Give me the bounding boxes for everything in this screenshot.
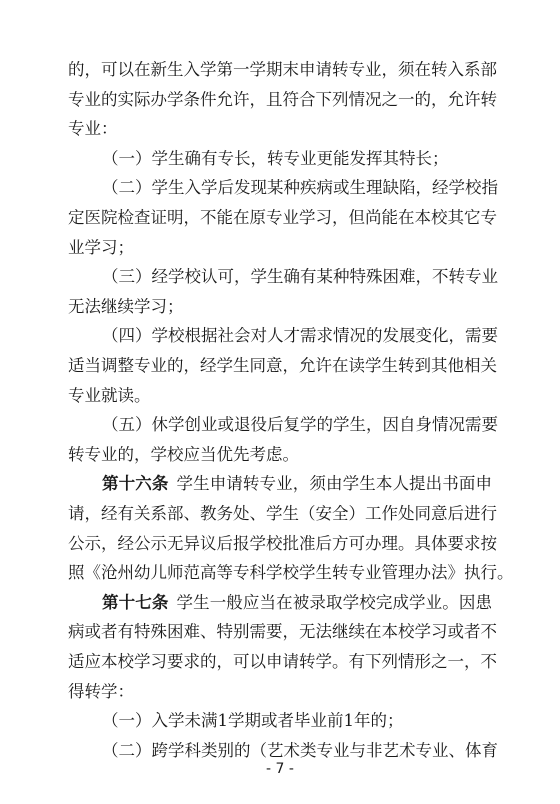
line-text: （一）入学未满1学期或者毕业前1年的； [102, 711, 404, 731]
text-line [68, 384, 492, 408]
line-text: 适当调整专业的，经学生同意，允许在读学生转到其他相关 [68, 356, 497, 375]
line-text: 公示，经公示无异议后报学校批准后方可办理。具体要求按 [68, 533, 497, 553]
line-text: （一）学生确有专长，转专业更能发挥其特长； [102, 148, 449, 168]
page-number: - 7 - [266, 761, 294, 777]
text-line [102, 591, 492, 615]
text-line [68, 206, 497, 230]
line-text: 学生申请转专业，须由学生本人提出书面申 [176, 474, 493, 494]
line-text: 照《沧州幼儿师范高等专科学校学生转专业管理办法》执行。 [68, 563, 514, 583]
line-text: 专业： [68, 119, 118, 139]
text-line [68, 502, 497, 526]
line-text: （五）休学创业或退役后复学的学生，因自身情况需要 [102, 415, 498, 435]
text-line [102, 472, 492, 496]
line-text: 转专业的，学校应当优先考虑。 [68, 444, 299, 464]
text-line [68, 620, 497, 644]
text-line [102, 324, 498, 348]
text-line [102, 739, 498, 763]
line-text: （三）经学校认可，学生确有某种特殊困难，不转专业 [102, 267, 498, 287]
text-line [68, 680, 492, 704]
line-text: （二）学生入学后发现某种疾病或生理缺陷，经学校指 [102, 178, 498, 198]
article-number: 第十七条 [102, 592, 169, 612]
text-line [102, 147, 492, 171]
line-text: 请，经有关系部、教务处、学生（安全）工作处同意后进行 [68, 504, 497, 523]
line-text: 定医院检查证明，不能在原专业学习，但尚能在本校其它专 [68, 208, 497, 227]
text-line [102, 709, 492, 733]
text-line [68, 561, 514, 585]
text-line [68, 295, 492, 319]
text-line [68, 443, 492, 467]
line-text: 学生一般应当在被录取学校完成学业。因患 [176, 592, 493, 612]
article-number: 第十六条 [102, 474, 169, 494]
line-text: （四）学校根据社会对人才需求情况的发展变化，需要 [102, 326, 498, 346]
line-text: 的，可以在新生入学第一学期末申请转专业，须在转入系部 [68, 60, 497, 79]
line-text: 病或者有特殊困难、特别需要，无法继续在本校学习或者不 [68, 622, 497, 642]
text-line [68, 58, 497, 82]
text-line [68, 236, 492, 260]
text-line [68, 532, 497, 556]
line-text: 专业就读。 [68, 385, 151, 405]
text-line [68, 88, 497, 112]
line-text: （二）跨学科类别的（艺术类专业与非艺术专业、体育 [102, 740, 498, 760]
text-line [68, 117, 492, 141]
line-text: 适应本校学习要求的，可以申请转学。有下列情形之一，不 [68, 652, 497, 671]
text-line [102, 176, 498, 200]
text-line [68, 354, 497, 378]
line-text: 专业的实际办学条件允许，且符合下列情况之一的，允许转 [68, 89, 497, 109]
text-line [102, 413, 498, 437]
text-line [102, 265, 498, 289]
line-text: 得转学： [68, 681, 134, 701]
line-text: 业学习； [68, 237, 134, 257]
line-text: 无法继续学习； [68, 296, 184, 316]
text-line [68, 650, 497, 674]
